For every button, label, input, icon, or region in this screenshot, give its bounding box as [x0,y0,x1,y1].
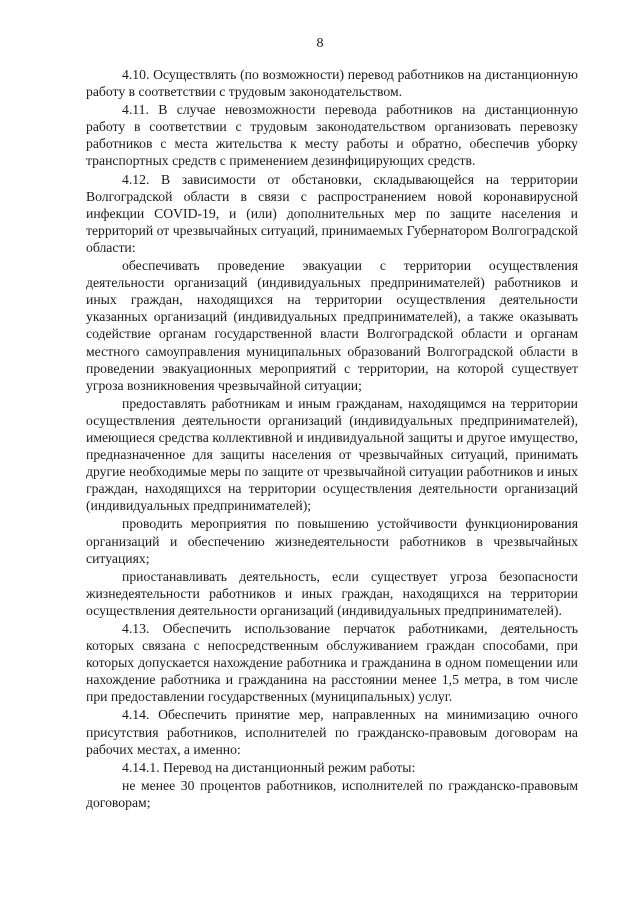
paragraph-4-10: 4.10. Осуществлять (по возможности) перевод работников на дистанционную работу в соответствии с трудовым законодательством. [86,67,578,100]
paragraph-4-11: 4.11. В случае невозможности перевода работников на дистанционную работу в соответствии с трудовым законодательством организовать перевозку работников с места жительства к месту работы и обратно, обеспечив уборку транспортных средств с применением дезинфицирующих средств. [86,102,578,169]
paragraph-stability-measures: проводить мероприятия по повышению устойчивости функционирования организаций и обеспечению жизнедеятельности работников в чрезвычайных ситуациях; [86,516,578,566]
paragraph-4-13: 4.13. Обеспечить использование перчаток работниками, деятельность которых связана с непосредственным обслуживанием граждан способами, при которых допускается нахождение работника и гражданина в одном помещении или нахождение работника и гражданина на расстоянии менее 1,5 метра, в том числе при предоставлении государственных (муниципальных) услуг. [86,621,578,705]
paragraph-30-percent: не менее 30 процентов работников, исполнителей по гражданско-правовым договорам; [86,777,578,810]
document-body [86,66,578,812]
page-number: 8 [316,36,324,51]
paragraph-4-12: 4.12. В зависимости от обстановки, складывающейся на территории Волгоградской области в связи с распространением новой коронавирусной инфекции COVID-19, и (или) дополнительных мер по защите населения и территорий от чрезвычайных ситуаций, принимаемых Губернатором Волгоградской области: [86,171,578,255]
paragraph-4-14: 4.14. Обеспечить принятие мер, направленных на минимизацию очного присутствия работников, исполнителей по гражданско-правовым договорам на рабочих местах, а именно: [86,707,578,757]
paragraph-4-14-1: 4.14.1. Перевод на дистанционный режим работы: [122,759,416,775]
paragraph-protection-means: предоставлять работникам и иным гражданам, находящимся на территории осуществления деятельности организаций (индивидуальных предпринимателей), имеющиеся средства коллективной и индивидуальной защиты и другое имущество, предназначенное для защиты населения от чрезвычайных ситуаций, принимать другие необходимые меры по защите от чрезвычайной ситуации работников и иных граждан, находящихся на территории осуществления деятельности организаций (индивидуальных предпринимателей); [86,395,578,514]
paragraph-suspend-activity: приостанавливать деятельность, если существует угроза безопасности жизнедеятельности работников и иных граждан, находящихся на территории осуществления деятельности организаций (индивидуальных предпринимателей). [86,568,578,618]
paragraph-evacuation: обеспечивать проведение эвакуации с территории осуществления деятельности организаций (индивидуальных предпринимателей) работников и иных граждан, находящихся на территории осуществления деятельности указанных организаций (индивидуальных предпринимателей), а также оказывать содействие органам государственной власти Волгоградской области и органам местного самоуправления муниципальных образований Волгоградской области в проведении эвакуационных мероприятий с территории, на которой существует угроза возникновения чрезвычайной ситуации; [86,258,578,393]
